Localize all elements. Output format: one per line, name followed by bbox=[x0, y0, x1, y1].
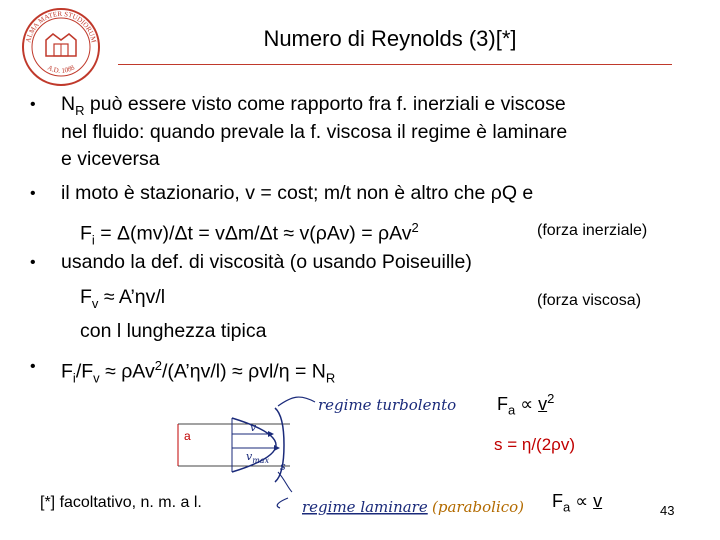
bullet-marker: • bbox=[30, 185, 36, 202]
bullet-1-line-2: nel fluido: quando prevale la f. viscosa il regime è laminare bbox=[61, 121, 568, 143]
bullet-1-line-1: $N_R$ può essere visto come rapporto fra f. inerziali e viscose bbox=[61, 93, 566, 118]
parabolic-label: (parabolico) bbox=[432, 498, 525, 516]
inertial-force-note: (forza inerziale) bbox=[537, 222, 648, 239]
fa-proportional-v: $F_a \propto v$ bbox=[552, 491, 603, 515]
bullet-2-line-2: $F_i = \Delta(mv)/\Delta t = v\Delta m/\Delta t \approx v(\rho Av) = \rho Av^2$ bbox=[80, 220, 419, 248]
boundary-thickness-formula: s = η/(2ρv) bbox=[494, 435, 575, 454]
boundary-s-label: s bbox=[280, 460, 286, 473]
university-seal-logo bbox=[20, 6, 102, 88]
bullet-marker: • bbox=[30, 358, 36, 375]
velocity-label: v bbox=[250, 421, 257, 434]
page-number: 43 bbox=[660, 503, 675, 518]
bullet-1-line-3: e viceversa bbox=[61, 148, 160, 170]
logo-text-bottom: A.D. 1088 bbox=[46, 63, 76, 75]
laminar-regime-label: regime laminare bbox=[302, 498, 428, 516]
slide-title: Numero di Reynolds (3)[*] bbox=[263, 26, 517, 51]
fa-proportional-v-squared: $F_a \propto v^2$ bbox=[497, 391, 555, 418]
bullet-4-line-1: $F_i/F_v$ ≈ ρAv$^2$/(A’ηv/l) ≈ $\rho vl/\eta = N_R$ bbox=[61, 358, 336, 386]
bullet-3-line-2: $F_v$ ≈ A’ηv/l bbox=[80, 286, 166, 311]
bullet-3-line-3: con l lunghezza tipica bbox=[80, 320, 267, 342]
vmax-label: $v_{max}$ bbox=[246, 450, 270, 465]
laminar-label-arrow bbox=[277, 498, 288, 508]
bullet-3-line-1: usando la def. di viscosità (o usando Poiseuille) bbox=[61, 251, 472, 273]
bullet-2-line-1: il moto è stazionario, v = cost; m/t non è altro che ρQ e bbox=[61, 182, 534, 204]
footnote: [*] facoltativo, n. m. a l. bbox=[40, 494, 202, 511]
flow-profile-sketch bbox=[170, 388, 590, 528]
vmax-arrowhead bbox=[274, 445, 280, 451]
title-divider bbox=[118, 64, 672, 65]
turbulent-label-arrow bbox=[278, 397, 315, 406]
bullet-marker: • bbox=[30, 96, 36, 113]
dimension-a-label: a bbox=[184, 429, 191, 443]
svg-text:A.D. 1088 bbox=[46, 63, 76, 74]
boundary-s-mark bbox=[278, 472, 292, 492]
turbulent-regime-label: regime turbolento bbox=[318, 396, 457, 414]
bullet-marker: • bbox=[30, 254, 36, 271]
viscous-force-note: (forza viscosa) bbox=[537, 292, 642, 309]
logo-text-top: ALMA MATER STUDIORUM bbox=[24, 9, 98, 44]
